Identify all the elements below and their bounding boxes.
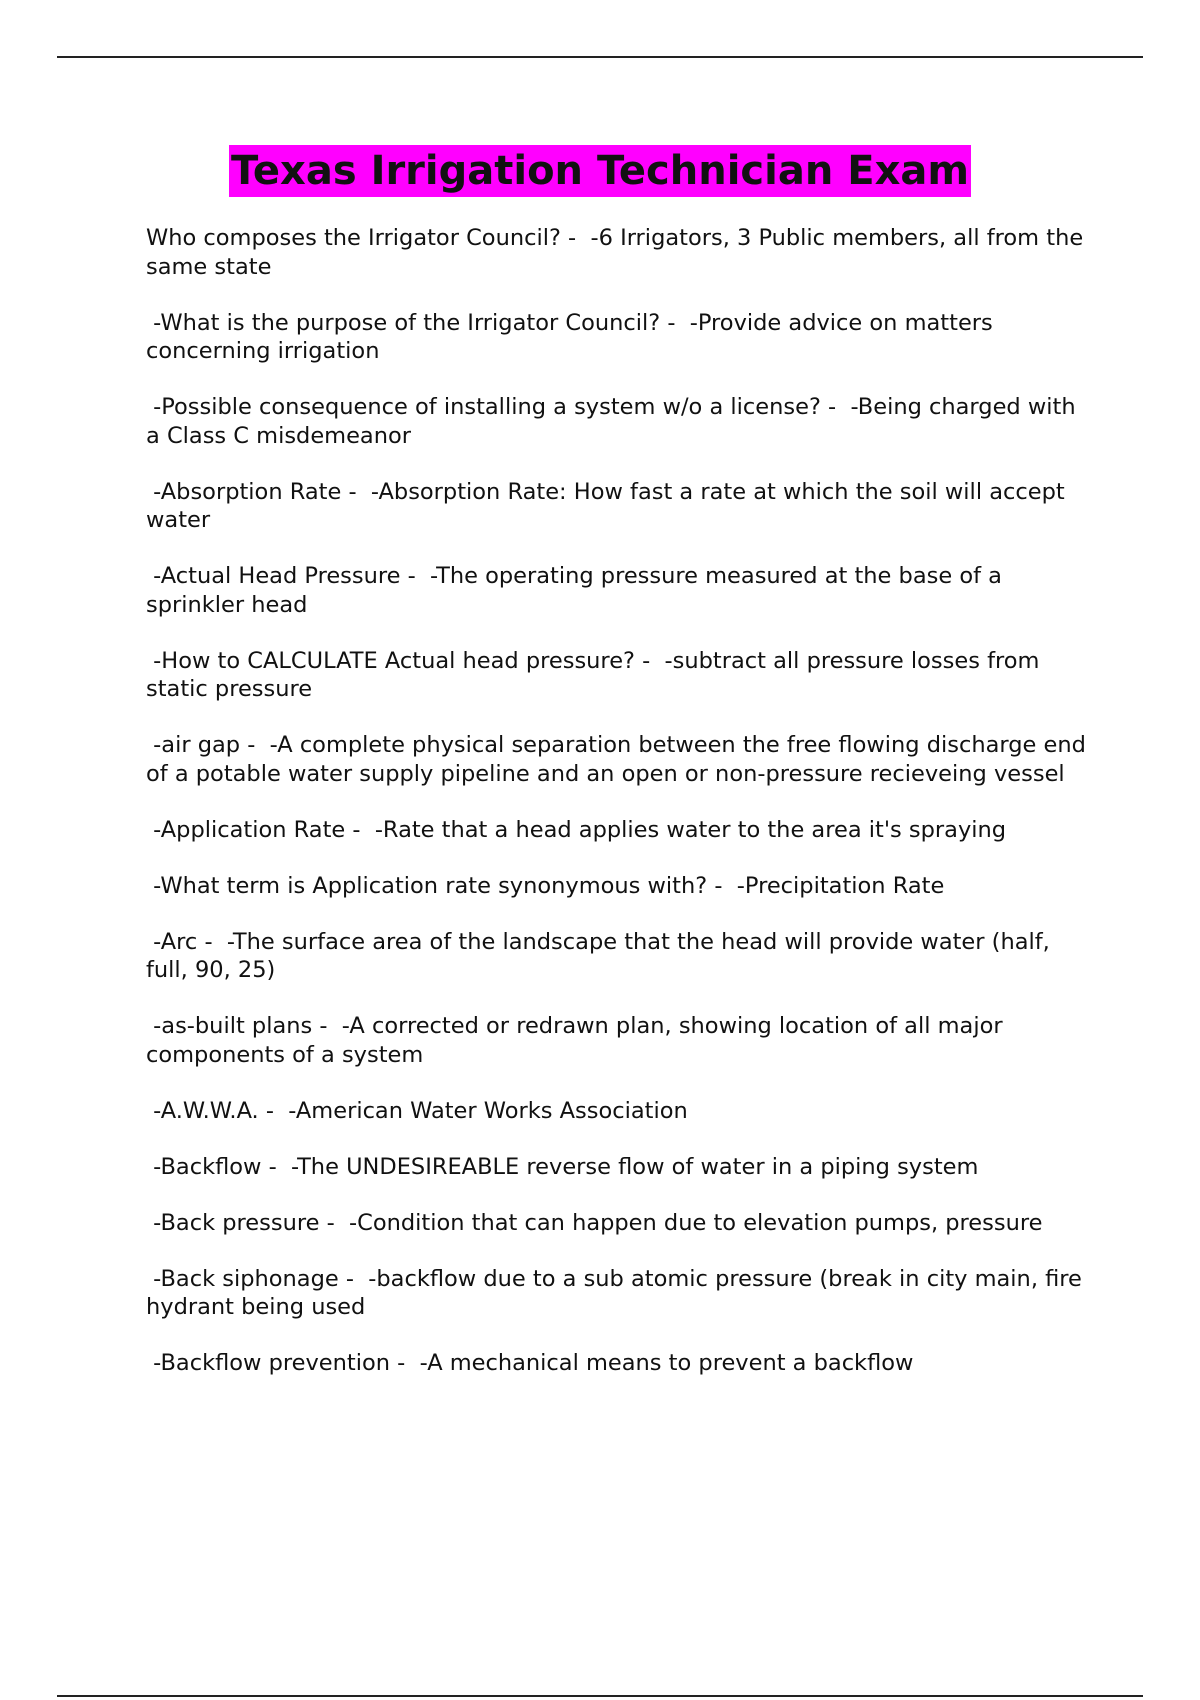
title-container bbox=[0, 145, 1200, 197]
qa-item: -A.W.W.A. - -American Water Works Association bbox=[146, 1097, 688, 1124]
qa-item: -How to CALCULATE Actual head pressure? - -subtract all pressure losses from static pressure bbox=[146, 647, 1047, 702]
qa-item: -Arc - -The surface area of the landscape that the head will provide water (half, full, 90, 25) bbox=[146, 928, 1057, 983]
qa-list bbox=[146, 224, 1096, 1405]
top-rule bbox=[57, 56, 1143, 58]
bottom-rule bbox=[57, 1695, 1143, 1697]
qa-item: -as-built plans - -A corrected or redrawn plan, showing location of all major components of a system bbox=[146, 1013, 1010, 1068]
qa-item: -What term is Application rate synonymous with? - -Precipitation Rate bbox=[146, 872, 945, 899]
qa-item: -Absorption Rate - -Absorption Rate: How fast a rate at which the soil will accept water bbox=[146, 478, 1072, 533]
qa-item: Who composes the Irrigator Council? - -6 Irrigators, 3 Public members, all from the same state bbox=[146, 225, 1091, 280]
qa-item: -Application Rate - -Rate that a head applies water to the area it's spraying bbox=[146, 816, 1007, 843]
document-title: Texas Irrigation Technician Exam bbox=[229, 145, 971, 197]
qa-item: -Back siphonage - -backflow due to a sub atomic pressure (break in city main, fire hydrant being used bbox=[146, 1265, 1090, 1320]
qa-item: -What is the purpose of the Irrigator Council? - -Provide advice on matters concerning irrigation bbox=[146, 309, 1000, 364]
qa-item: -Backflow - -The UNDESIREABLE reverse flow of water in a piping system bbox=[146, 1153, 979, 1180]
qa-item: -Back pressure - -Condition that can happen due to elevation pumps, pressure bbox=[146, 1209, 1043, 1236]
qa-item: -Actual Head Pressure - -The operating pressure measured at the base of a sprinkler head bbox=[146, 563, 1010, 618]
qa-item: -Backflow prevention - -A mechanical means to prevent a backflow bbox=[146, 1350, 914, 1376]
qa-item: -air gap - -A complete physical separation between the free flowing discharge end of a potable water supply pipeline and an open or non-pressure recieveing vessel bbox=[146, 732, 1094, 787]
qa-item: -Possible consequence of installing a system w/o a license? - -Being charged with a Class C misdemeanor bbox=[146, 394, 1083, 449]
